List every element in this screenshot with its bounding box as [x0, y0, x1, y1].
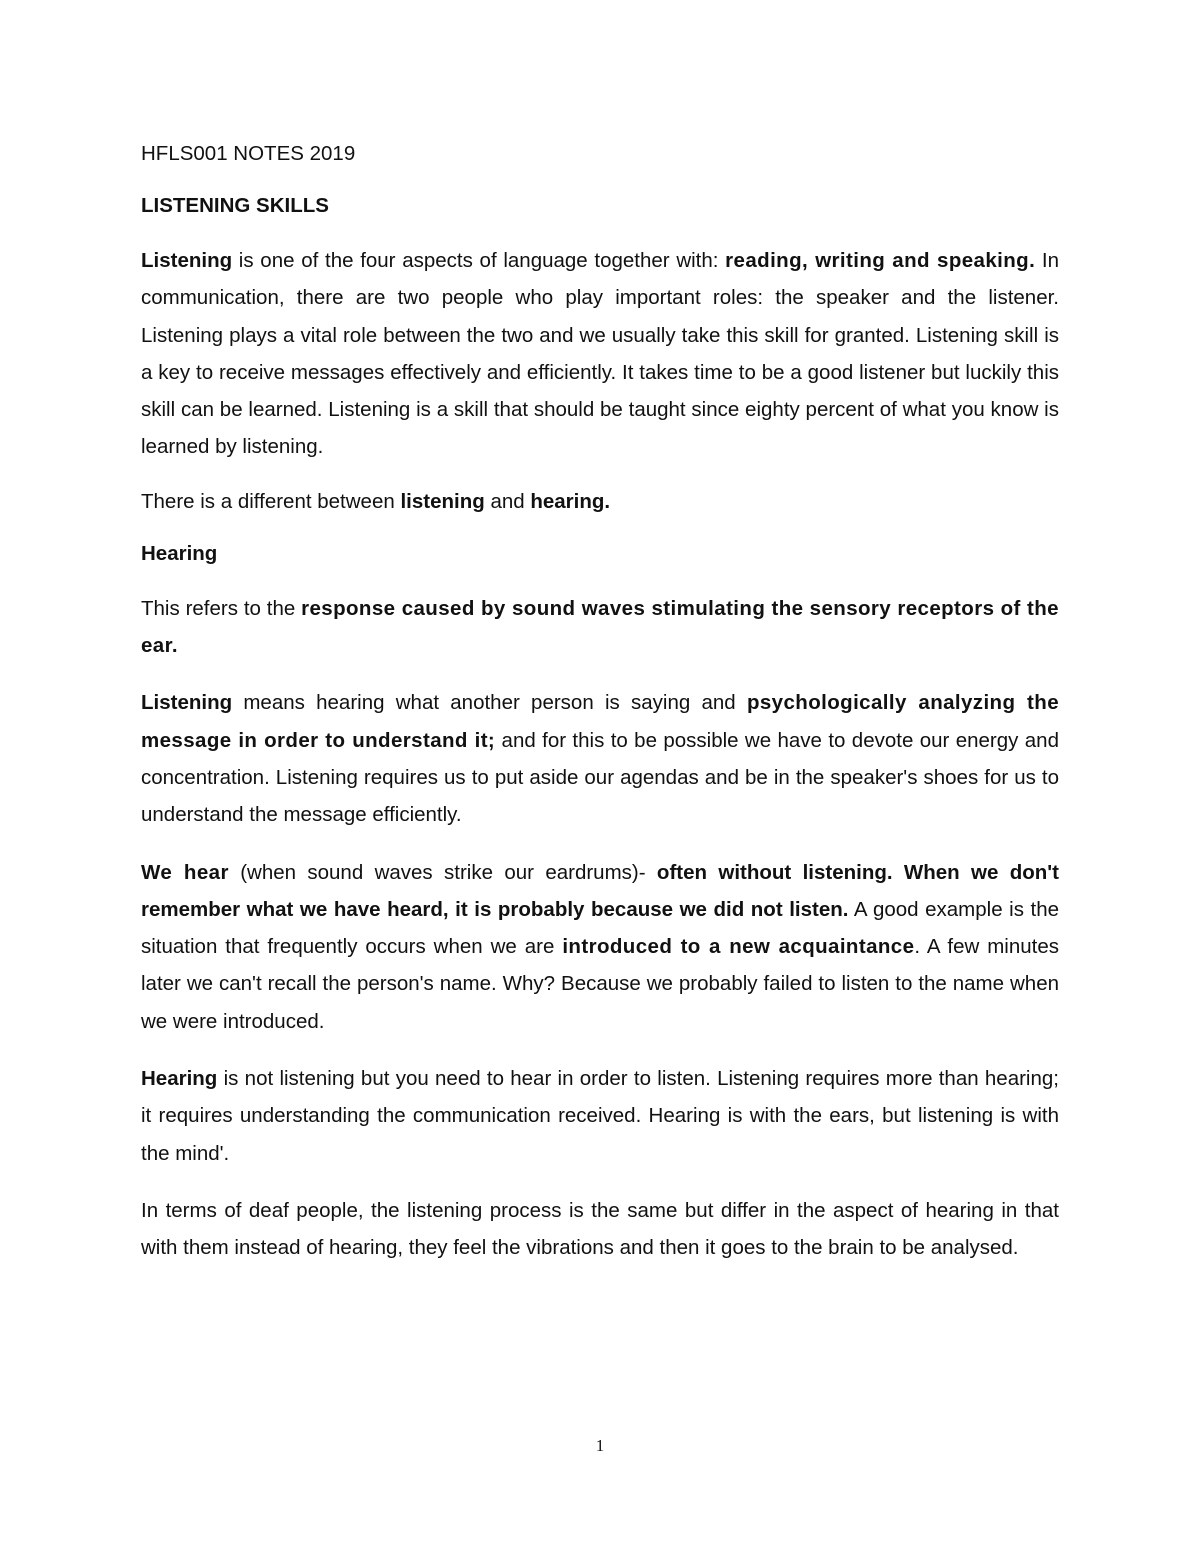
bold-term: listening [400, 489, 485, 513]
text-run: In communication, there are two people who play important roles: the speaker and the listener. Listening plays a vital role between the two and we usually take this skill for granted. Listening skill is a key to receive messages effectively and efficiently. It takes time to be a good listener but luckily this skill can be learned. Listening is a skill that should be taught since eighty percent of what you know is learned by listening. [141, 249, 1059, 459]
bold-term: reading, writing and speaking. [725, 249, 1036, 272]
bold-term: introduced to a new acquaintance [562, 935, 915, 959]
text-run: is not listening but you need to hear in order to listen. Listening requires more than hearing; it requires understanding the communication received. Hearing is with the ears, but listening is with the mind'. [141, 1067, 1059, 1165]
paragraph-deaf-people [141, 1192, 1059, 1267]
bold-term: Hearing [141, 1067, 218, 1091]
bold-term: psychologically analyzing the message in order to understand it; [141, 691, 1059, 752]
document-header: HFLS001 NOTES 2019 [141, 142, 356, 165]
bold-term: response caused by sound waves stimulating the sensory receptors of the ear. [141, 596, 1059, 658]
paragraph-hearing-vs-listening [141, 1060, 1059, 1172]
paragraph-listening-intro [141, 242, 1059, 466]
text-run: is one of the four aspects of language together with: [232, 249, 726, 272]
bold-term: hearing. [530, 489, 611, 513]
text-run: and for this to be possible we have to devote our energy and concentration. Listening requires us to put aside our agendas and be in the speaker's shoes for us to understand the message efficiently. [141, 728, 1059, 827]
page-content [141, 138, 1059, 1287]
paragraph-listening-definition [141, 684, 1059, 833]
text-run: In terms of deaf people, the listening process is the same but differ in the aspect of hearing in that with them instead of hearing, they feel the vibrations and then it goes to the brain to be analysed. [141, 1198, 1059, 1260]
text-run: There is a different between [141, 489, 401, 513]
bold-term: We hear [141, 860, 229, 884]
bold-term: Listening [141, 249, 233, 272]
bold-term: Listening [141, 691, 233, 715]
paragraph-we-hear [141, 854, 1059, 1040]
hearing-heading: Hearing [141, 541, 218, 565]
bold-term: often without listening. When we don't remember what we have heard, it is probably because we did not listen. [141, 860, 1060, 921]
text-run: and [484, 489, 531, 513]
text-run: means hearing what another person is saying and [232, 691, 747, 715]
page-number: 1 [595, 1436, 605, 1455]
text-run: This refers to the [141, 596, 302, 620]
text-run: . A few minutes later we can't recall the person's name. Why? Because we probably failed to listen to the name when we were introduced. [141, 935, 1060, 1033]
section-title: LISTENING SKILLS [141, 194, 329, 217]
paragraph-difference [141, 486, 1059, 518]
text-run: (when sound waves strike our eardrums)- [228, 860, 657, 884]
paragraph-hearing-definition [141, 590, 1059, 665]
text-run: A good example is the situation that frequently occurs when we are [141, 897, 1060, 959]
